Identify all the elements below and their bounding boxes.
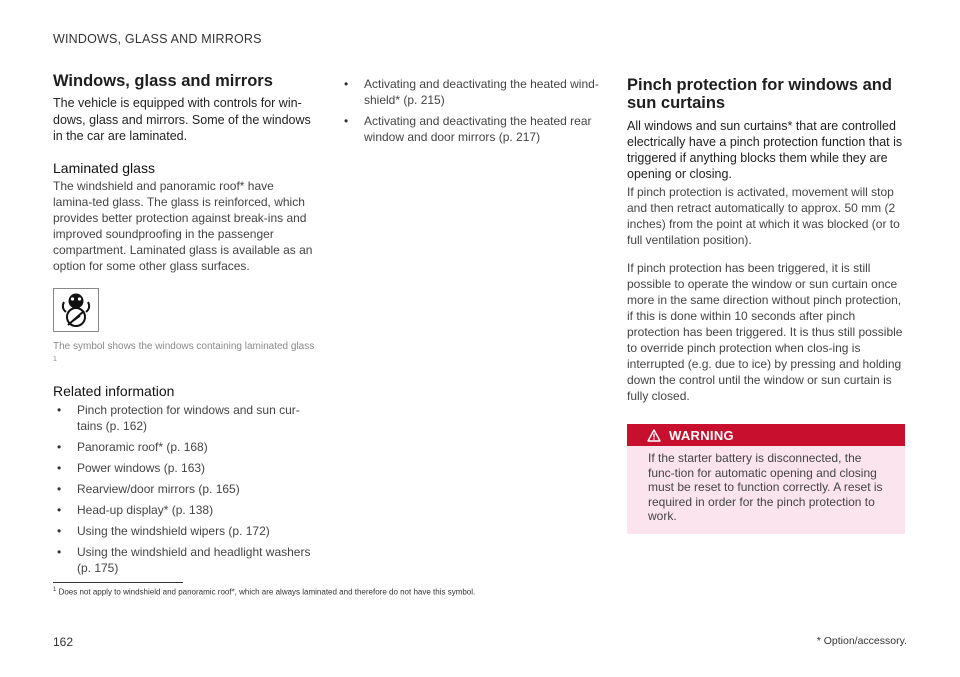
page-header: WINDOWS, GLASS AND MIRRORS xyxy=(53,32,262,46)
pinch-protection-title: Pinch protection for windows and sun curtains xyxy=(627,76,892,112)
warning-label: WARNING xyxy=(669,427,734,443)
related-links-continued xyxy=(340,76,608,145)
page-number: 162 xyxy=(53,635,74,649)
pinch-protection-paragraph-1: If pinch protection is activated, movement will stop and then retract automatically to approx. 50 mm (2 inches) from the point at which it was blocked (or to full ventilation position). xyxy=(627,185,900,247)
related-link[interactable]: • Rearview/door mirrors (p. 165) xyxy=(53,481,315,497)
laminated-glass-heading: Laminated glass xyxy=(53,159,155,176)
related-link[interactable]: • Power windows (p. 163) xyxy=(53,460,315,476)
symbol-caption: The symbol shows the windows containing laminated glass $^1$ xyxy=(53,340,315,363)
intro-text: The vehicle is equipped with controls for win-dows, glass and mirrors. Some of the windows in the car are laminated. xyxy=(53,96,311,143)
section-title: Windows, glass and mirrors xyxy=(53,72,273,90)
warning-text: If the starter battery is disconnected, the func-tion for automatic opening and closing must be reset to function correctly. A reset is required in order for the pinch protection to work. xyxy=(648,451,883,523)
footnote-ref[interactable]: 1 xyxy=(53,355,57,363)
footnote-divider xyxy=(53,582,183,583)
related-link[interactable]: • Using the windshield wipers (p. 172) xyxy=(53,523,315,539)
warning-box xyxy=(627,424,905,534)
pinch-protection-lead: All windows and sun curtains* that are controlled electrically have a pinch protection function that is triggered if anything blocks them while they are opening or closing. xyxy=(627,119,903,181)
related-link[interactable]: • Panoramic roof* (p. 168) xyxy=(53,439,315,455)
related-links-list xyxy=(53,402,315,576)
laminated-glass-symbol-icon xyxy=(53,288,99,332)
footnote xyxy=(53,587,475,597)
option-accessory-note: * Option/accessory. xyxy=(816,635,907,647)
footnote-text: Does not apply to windshield and panoramic roof*, which are always laminated and therefore do not have this symbol. xyxy=(58,587,476,597)
related-link[interactable]: • Activating and deactivating the heated wind-shield* (p. 215) xyxy=(340,76,608,108)
column-left xyxy=(53,72,315,581)
related-link[interactable]: • Using the windshield and headlight washers (p. 175) xyxy=(53,544,315,576)
related-link[interactable]: • Pinch protection for windows and sun cur-tains (p. 162) xyxy=(53,402,315,434)
related-information-heading: Related information xyxy=(53,382,175,399)
warning-header xyxy=(627,424,905,446)
column-right xyxy=(627,76,907,534)
column-middle xyxy=(340,76,608,150)
laminated-glass-text: The windshield and panoramic roof* have lamina-ted glass. The glass is reinforced, which provides better protection against break-ins and improved soundproofing in the passenger compartment. Laminated glass is available as an option for some other glass surfaces. xyxy=(53,178,313,273)
footnote-marker: 1 xyxy=(53,587,57,593)
related-link[interactable]: • Head-up display* (p. 138) xyxy=(53,502,315,518)
related-link[interactable]: • Activating and deactivating the heated rear window and door mirrors (p. 217) xyxy=(340,113,608,145)
pinch-protection-paragraph-2: If pinch protection has been triggered, it is still possible to operate the window or sun curtain once more in the same direction without pinch protection, if this is done within 10 seconds after pinch protection has been triggered. It is thus still possible to override pinch protection when clos-ing is interrupted (e.g. due to ice) by pressing and holding down the control until the window or sun curtain is fully closed. xyxy=(627,261,903,403)
warning-triangle-icon xyxy=(647,429,661,442)
